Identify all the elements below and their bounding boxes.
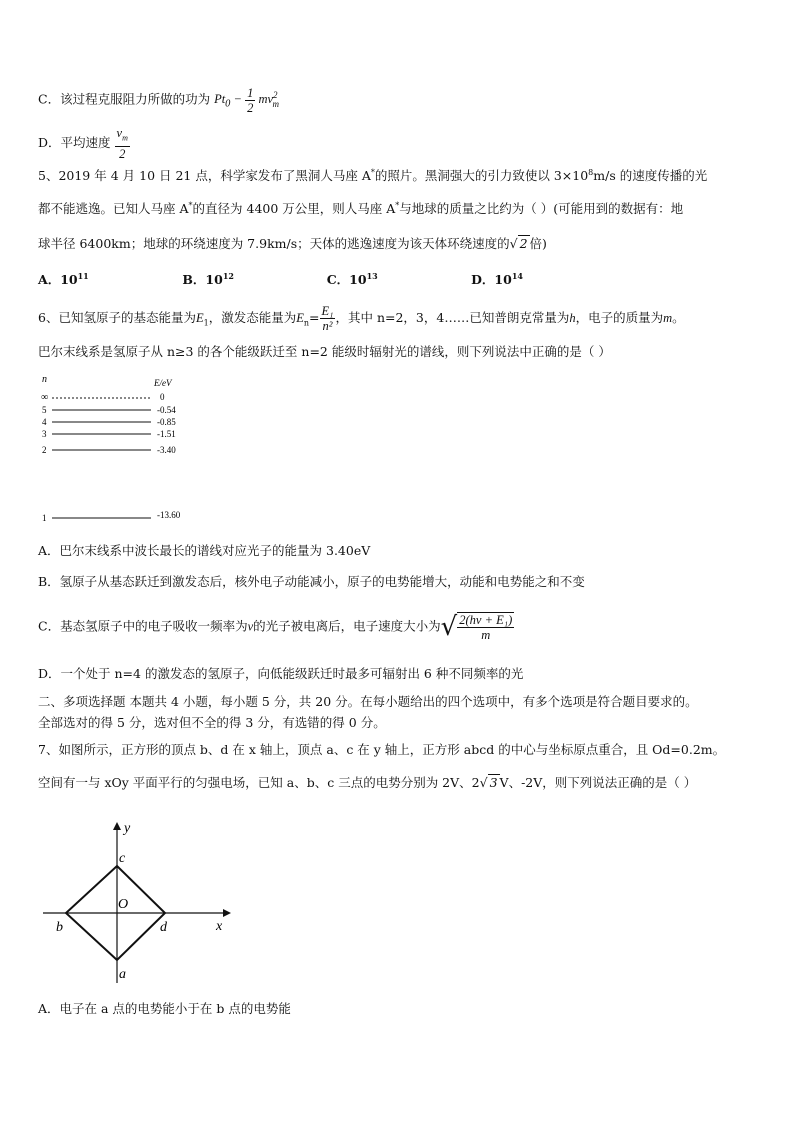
q6-line2-text: 巴尔末线系是氢原子从 n≥3 的各个能级跃迁至 n=2 能级时辐射光的谱线，则下列说法中正确的是（ ）	[38, 344, 611, 359]
q4-option-d	[38, 126, 130, 161]
q6-option-c-a: C．基态氢原子中的电子吸收一频率为	[38, 618, 248, 634]
q6-option-b-text: B．氢原子从基态跃迁到激发态后，核外电子动能减小，原子的电势能增大，动能和电势能之和不变	[38, 574, 585, 589]
level-e-1: -13.60	[157, 510, 181, 520]
q6-line1-b: ，激发态能量为	[208, 310, 297, 325]
frac-num: 1	[247, 86, 254, 100]
q6-line1-e: 。	[672, 310, 685, 325]
q6-eq: =	[309, 310, 320, 325]
q4-option-d-frac	[115, 126, 130, 161]
q5-sqrt-value: 2	[519, 236, 528, 251]
formula-mv: mv	[258, 92, 274, 107]
q5-line2-c: 与地球的质量之比约为（ ）(可能用到的数据有：地	[399, 201, 684, 216]
frac-den: m	[481, 628, 491, 642]
label-d: d	[160, 920, 167, 935]
q6-option-c-b: 的光子被电离后，电子速度大小为	[253, 618, 441, 634]
q6-en: E	[296, 311, 304, 325]
q5-option-c: C．$10^{13}$	[326, 270, 378, 287]
frac-den: 2	[247, 101, 254, 115]
section2-line2	[38, 713, 386, 731]
q5-option-a: A．$10^{11}$	[38, 270, 89, 287]
q7-line1-text: 7、如图所示，正方形的顶点 b、d 在 x 轴上，顶点 a、c 在 y 轴上，正方形 abcd 的中心与坐标原点重合，且 Od=0.2m。	[38, 742, 726, 757]
q6-e1-sub: 1	[203, 318, 209, 328]
label-x: x	[216, 919, 223, 934]
formula-pt: Pt	[214, 92, 226, 107]
q6-h: h	[569, 311, 576, 325]
frac-num: 2(hν + E₁)	[459, 613, 513, 627]
q6-line1	[38, 304, 685, 333]
diagram-n-label: n	[42, 374, 47, 385]
level-e-3: -1.51	[157, 429, 176, 439]
frac-den: n²	[322, 319, 333, 333]
label-y: y	[124, 821, 131, 836]
square-figure	[38, 818, 238, 988]
q6-option-a-text: A．巴尔末线系中波长最长的谱线对应光子的能量为 3.40eV	[38, 543, 371, 558]
level-n-1: 1	[42, 513, 47, 523]
q5-option-d: D．$10^{14}$	[471, 270, 523, 287]
q4-option-c	[38, 86, 279, 115]
sqrt-icon: √	[440, 612, 458, 642]
q7-option-a	[38, 999, 291, 1017]
section2-scoring: 全部选对的得 5 分，选对但不全的得 3 分，有选错的得 0 分。	[38, 715, 386, 730]
q5-line3	[38, 234, 547, 252]
formula-half	[245, 86, 255, 115]
x-axis-arrow-icon	[223, 909, 231, 917]
frac-num: v	[116, 126, 123, 140]
q4-option-c-text: C．该过程克服阻力所做的功为	[38, 91, 211, 107]
q7-line2-a: 空间有一与 xOy 平面平行的匀强电场，已知 a、b、c 三点的电势分别为 2V、	[38, 775, 472, 790]
q6-option-d	[38, 664, 523, 682]
q7-line1	[38, 740, 725, 758]
q5-line3-a: 球半径 6400km；地球的环绕速度为 7.9km/s；天体的逃逸速度为该天体环绕速度的	[38, 236, 510, 251]
q5-line1-sup: *	[370, 167, 375, 177]
sqrt-icon: √	[509, 236, 518, 251]
section2-heading: 二、多项选择题 本题共 4 小题，每小题 5 分，共 20 分。在每小题给出的四个选项中，有多个选项是符合题目要求的。	[38, 694, 698, 709]
q5-line1	[38, 166, 707, 184]
q5-line3-b: 倍)	[529, 236, 547, 251]
formula-sup2: 2	[273, 90, 278, 101]
level-n-4: 4	[42, 417, 47, 427]
q6-line1-a: 6、已知氢原子的基态能量为	[38, 310, 196, 325]
q6-frac	[320, 304, 336, 333]
level-e-2: -3.40	[157, 445, 176, 455]
q6-en-sub: n	[303, 318, 310, 328]
q6-option-d-text: D．一个处于 n=4 的激发态的氢原子，向低能级跃迁时最多可辐射出 6 种不同频率的光	[38, 666, 524, 681]
label-o: O	[118, 897, 129, 912]
level-e-4: -0.85	[157, 417, 176, 427]
q6-option-c-formula	[457, 612, 514, 642]
q5-line2-a: 都不能逃逸。已知人马座 A	[38, 201, 189, 216]
energy-level-diagram	[36, 372, 206, 528]
q5-line2-sup: *	[188, 200, 193, 210]
q7-sqrt-coef: 2	[471, 775, 480, 790]
q5-line2-b: 的直径为 4400 万公里，则人马座 A	[192, 201, 396, 216]
formula-sub0: 0	[225, 98, 231, 110]
level-e-inf: 0	[160, 392, 165, 402]
q7-sqrt-value: 3	[489, 775, 498, 790]
frac-num-sub: m	[122, 133, 128, 143]
sqrt-icon: √	[479, 775, 488, 790]
section2-line1	[38, 692, 698, 710]
frac-den: 2	[119, 146, 126, 161]
q5-line1-sup8: 8	[588, 167, 594, 177]
q6-line2	[38, 342, 611, 360]
level-n-inf: ∞	[41, 392, 49, 403]
level-n-2: 2	[42, 445, 47, 455]
q6-m: m	[663, 311, 673, 325]
label-b: b	[56, 920, 63, 935]
level-n-5: 5	[42, 405, 47, 415]
q6-option-c	[38, 612, 514, 642]
q5-line1-a: 5、2019 年 4 月 10 日 21 点，科学家发布了黑洞人马座 A	[38, 168, 371, 183]
q6-line1-d: ，电子的质量为	[575, 310, 664, 325]
q7-option-a-text: A．电子在 a 点的电势能小于在 b 点的电势能	[38, 1001, 291, 1016]
y-axis-arrow-icon	[113, 822, 121, 830]
level-e-5: -0.54	[157, 405, 176, 415]
label-c: c	[119, 851, 126, 866]
q6-line1-c: ，其中 n=2，3，4……已知普朗克常量为	[335, 310, 570, 325]
q7-line2	[38, 773, 696, 791]
q6-e1: E	[195, 311, 204, 325]
q6-option-b	[38, 572, 585, 590]
q5-line2-sup2: *	[395, 200, 400, 210]
q6-option-a	[38, 541, 370, 559]
q5-options	[38, 270, 611, 288]
q4-option-c-formula	[214, 86, 280, 115]
formula-minus: −	[233, 92, 242, 107]
level-n-3: 3	[42, 429, 47, 439]
diagram-e-label: E/eV	[154, 378, 172, 388]
q5-line1-b: 的照片。黑洞强大的引力致使以 3×10	[374, 168, 589, 183]
q5-line1-c: m/s 的速度传播的光	[593, 168, 708, 183]
q5-line2	[38, 199, 683, 217]
label-a: a	[119, 967, 126, 982]
q6-nu: ν	[247, 619, 254, 634]
formula-subm: m	[272, 98, 280, 109]
q7-line2-b: V、-2V，则下列说法正确的是（ ）	[499, 775, 697, 790]
frac-num: E₁	[321, 304, 334, 318]
q4-option-d-text: D．平均速度	[38, 134, 111, 150]
q5-option-b: B．$10^{12}$	[182, 270, 234, 287]
